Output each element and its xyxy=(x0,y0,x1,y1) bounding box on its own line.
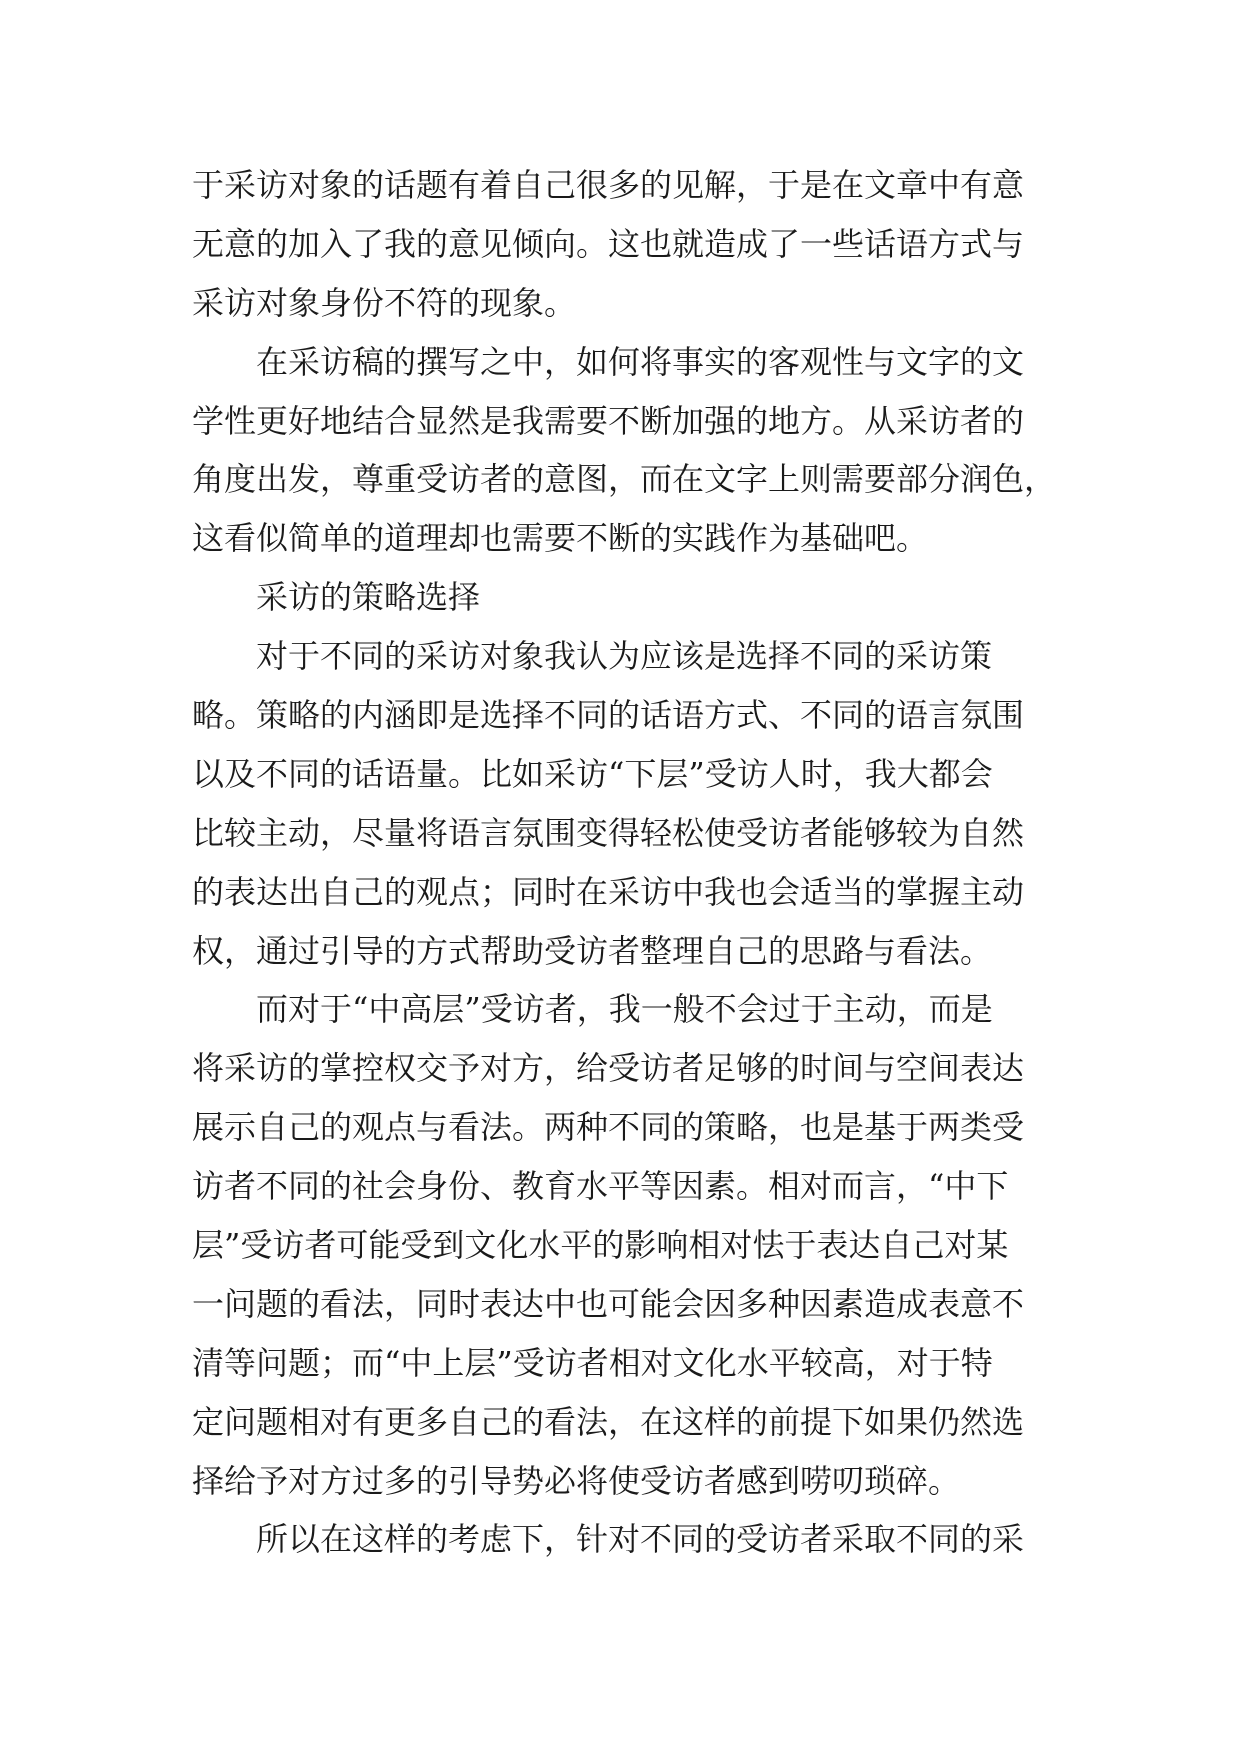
text-line: 在采访稿的撰写之中，如何将事实的客观性与文字的文 xyxy=(256,342,1025,381)
body-text xyxy=(192,156,1057,1569)
text-line: 的表达出自己的观点；同时在采访中我也会适当的掌握主动 xyxy=(192,872,1025,911)
text-line: 以及不同的话语量。比如采访“下层”受访人时，我大都会 xyxy=(192,754,993,793)
text-line: 学性更好地结合显然是我需要不断加强的地方。从采访者的 xyxy=(192,401,1025,440)
text-line: 这看似简单的道理却也需要不断的实践作为基础吧。 xyxy=(192,519,929,558)
text-line: 将采访的掌控权交予对方，给受访者足够的时间与空间表达 xyxy=(192,1049,1025,1088)
text-line: 无意的加入了我的意见倾向。这也就造成了一些话语方式与 xyxy=(192,224,1025,263)
text-line: 清等问题；而“中上层”受访者相对文化水平较高，对于特 xyxy=(192,1343,993,1382)
text-line: 择给予对方过多的引导势必将使受访者感到唠叨琐碎。 xyxy=(192,1461,961,1500)
text-line: 略。策略的内涵即是选择不同的话语方式、不同的语言氛围 xyxy=(192,696,1025,735)
text-line: 所以在这样的考虑下，针对不同的受访者采取不同的采 xyxy=(256,1520,1025,1559)
text-line: 比较主动，尽量将语言氛围变得轻松使受访者能够较为自然 xyxy=(192,813,1025,852)
text-line: 权，通过引导的方式帮助受访者整理自己的思路与看法。 xyxy=(192,931,993,970)
text-line: 展示自己的观点与看法。两种不同的策略，也是基于两类受 xyxy=(192,1108,1025,1147)
text-line: 层”受访者可能受到文化水平的影响相对怯于表达自己对某 xyxy=(192,1226,1009,1265)
text-line: 于采访对象的话题有着自己很多的见解，于是在文章中有意 xyxy=(192,166,1025,204)
text-line: 而对于“中高层”受访者，我一般不会过于主动，而是 xyxy=(256,990,993,1029)
text-line: 定问题相对有更多自己的看法，在这样的前提下如果仍然选 xyxy=(192,1402,1025,1441)
section-heading: 采访的策略选择 xyxy=(256,578,481,617)
text-line: 对于不同的采访对象我认为应该是选择不同的采访策 xyxy=(256,637,993,676)
text-line: 角度出发，尊重受访者的意图，而在文字上则需要部分润色， xyxy=(192,460,1057,499)
text-line: 访者不同的社会身份、教育水平等因素。相对而言，“中下 xyxy=(192,1167,1009,1206)
text-line: 一问题的看法，同时表达中也可能会因多种因素造成表意不 xyxy=(192,1284,1025,1323)
text-line: 采访对象身份不符的现象。 xyxy=(192,283,577,322)
